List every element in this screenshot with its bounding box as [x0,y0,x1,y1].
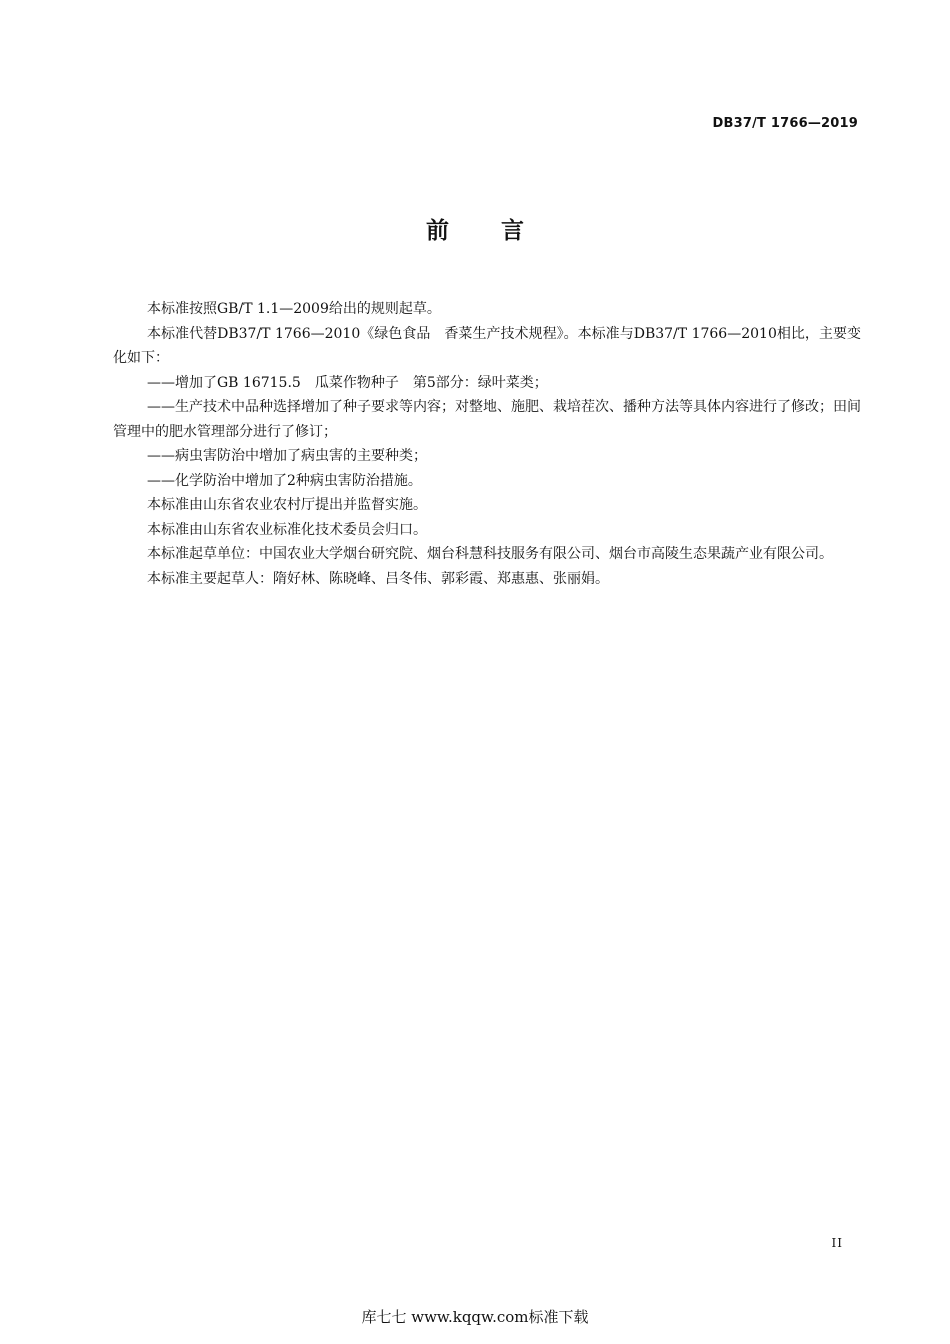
change-item-chemical-control: ——化学防治中增加了2种病虫害防治措施。 [147,472,422,489]
paragraph-centralized-by: 本标准由山东省农业标准化技术委员会归口。 [147,521,427,538]
paragraph-replaces: 本标准代替DB37/T 1766—2010《绿色食品 香菜生产技术规程》。本标准与DB37/T 1766—2010相比，主要变化如下： [113,325,861,366]
foreword-body [113,297,861,591]
page-title: 前言 [426,218,576,244]
change-item-seed-standard: ——增加了GB 16715.5 瓜菜作物种子 第5部分：绿叶菜类； [147,374,548,391]
paragraph-drafters: 本标准主要起草人：隋好林、陈晓峰、吕冬伟、郭彩霞、郑惠惠、张丽娟。 [147,570,609,587]
change-item-pest-types: ——病虫害防治中增加了病虫害的主要种类； [147,448,427,464]
paragraph-drafting-rules: 本标准按照GB/T 1.1—2009给出的规则起草。 [147,301,441,317]
change-item-production-tech: ——生产技术中品种选择增加了种子要求等内容；对整地、施肥、栽培茬次、播种方法等具体内容进行了修改；田间管理中的肥水管理部分进行了修订； [113,399,861,440]
paragraph-proposed-by: 本标准由山东省农业农村厅提出并监督实施。 [147,497,427,513]
paragraph-drafting-units: 本标准起草单位：中国农业大学烟台研究院、烟台科慧科技服务有限公司、烟台市高陵生态果蔬产业有限公司。 [147,546,833,562]
page-number: II [831,1236,843,1250]
footer-watermark-link[interactable]: 库七七 www.kqqw.com标准下载 [361,1308,589,1326]
standard-code: DB37/T 1766—2019 [712,116,858,131]
